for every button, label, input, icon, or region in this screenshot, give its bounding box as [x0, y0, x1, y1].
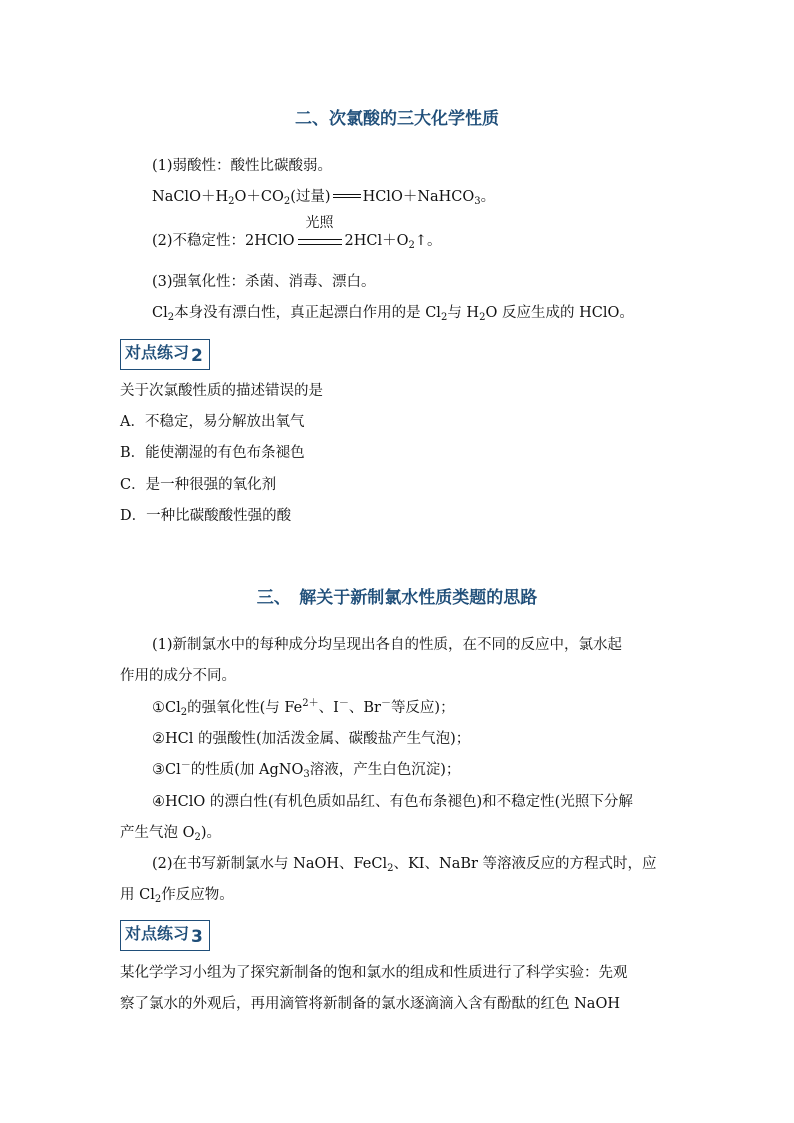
exercise-2-question: 关于次氯酸性质的描述错误的是: [120, 383, 323, 399]
exercise-3-label: 对点练习 3: [120, 920, 210, 951]
section-3-para2-line1: (2)在书写新制氯水与 NaOH、FeCl$_2$、KI、NaBr 等溶液反应的方程式时，应: [152, 856, 657, 874]
instability-line: (2)不稳定性：2HClO 光照 $2HCl+O_2↑$。: [152, 215, 442, 251]
item-4-line2: 产生气泡 $O_2$)。: [120, 825, 222, 843]
oxidizing-line: (3)强氧化性：杀菌、消毒、漂白。: [152, 274, 376, 290]
exercise-3-line2: 察了氯水的外观后，再用滴管将新制备的氯水逐滴滴入含有酚酞的红色 NaOH: [120, 996, 620, 1012]
section-3-para1-line1: (1)新制氯水中的每种成分均呈现出各自的性质，在不同的反应中，氯水起: [152, 637, 623, 653]
section-3-para1-line2: 作用的成分不同。: [120, 668, 236, 684]
item-1: $①Cl_2$的强氧化性(与 $Fe^{2+}$、I－、Br－等反应)；: [152, 698, 455, 718]
option-c: C．是一种很强的氧化剂: [120, 477, 277, 493]
bleaching-note: $Cl_2$本身没有漂白性，真正起漂白作用的是 $Cl_2$与 $H_2O$ 反应生成的 HClO。: [152, 305, 634, 323]
option-a: A．不稳定，易分解放出氧气: [120, 414, 305, 430]
option-b: B．能使潮湿的有色布条褪色: [120, 445, 305, 461]
item-3: ③Cl－的性质(加 AgNO$_3$溶液，产生白色沉淀)；: [152, 760, 461, 780]
item-2: ②HCl 的强酸性(加活泼金属、碳酸盐产生气泡)；: [152, 731, 471, 747]
equals-sign: [333, 193, 361, 201]
item-4-line1: ④HClO 的漂白性(有机色质如品红、有色布条褪色)和不稳定性(光照下分解: [152, 794, 633, 810]
section-2-heading: 二、次氯酸的三大化学性质: [295, 109, 499, 129]
weak-acidity-line: (1)弱酸性：酸性比碳酸弱。: [152, 158, 333, 174]
option-d: D．一种比碳酸酸性强的酸: [120, 508, 292, 524]
exercise-3-line1: 某化学学习小组为了探究新制备的饱和氯水的组成和性质进行了科学实验：先观: [120, 965, 628, 981]
reaction-arrow-with-condition: 光照: [298, 237, 342, 245]
equation-1: $NaClO+H_2O+CO_2$(过量) HClO＋NaHCO$_3$。: [152, 189, 496, 207]
exercise-2-label: 对点练习 2: [120, 339, 210, 370]
section-3-para2-line2: 用 $Cl_2$作反应物。: [120, 887, 234, 905]
section-3-heading: 三、 解关于新制氯水性质类题的思路: [256, 588, 538, 608]
